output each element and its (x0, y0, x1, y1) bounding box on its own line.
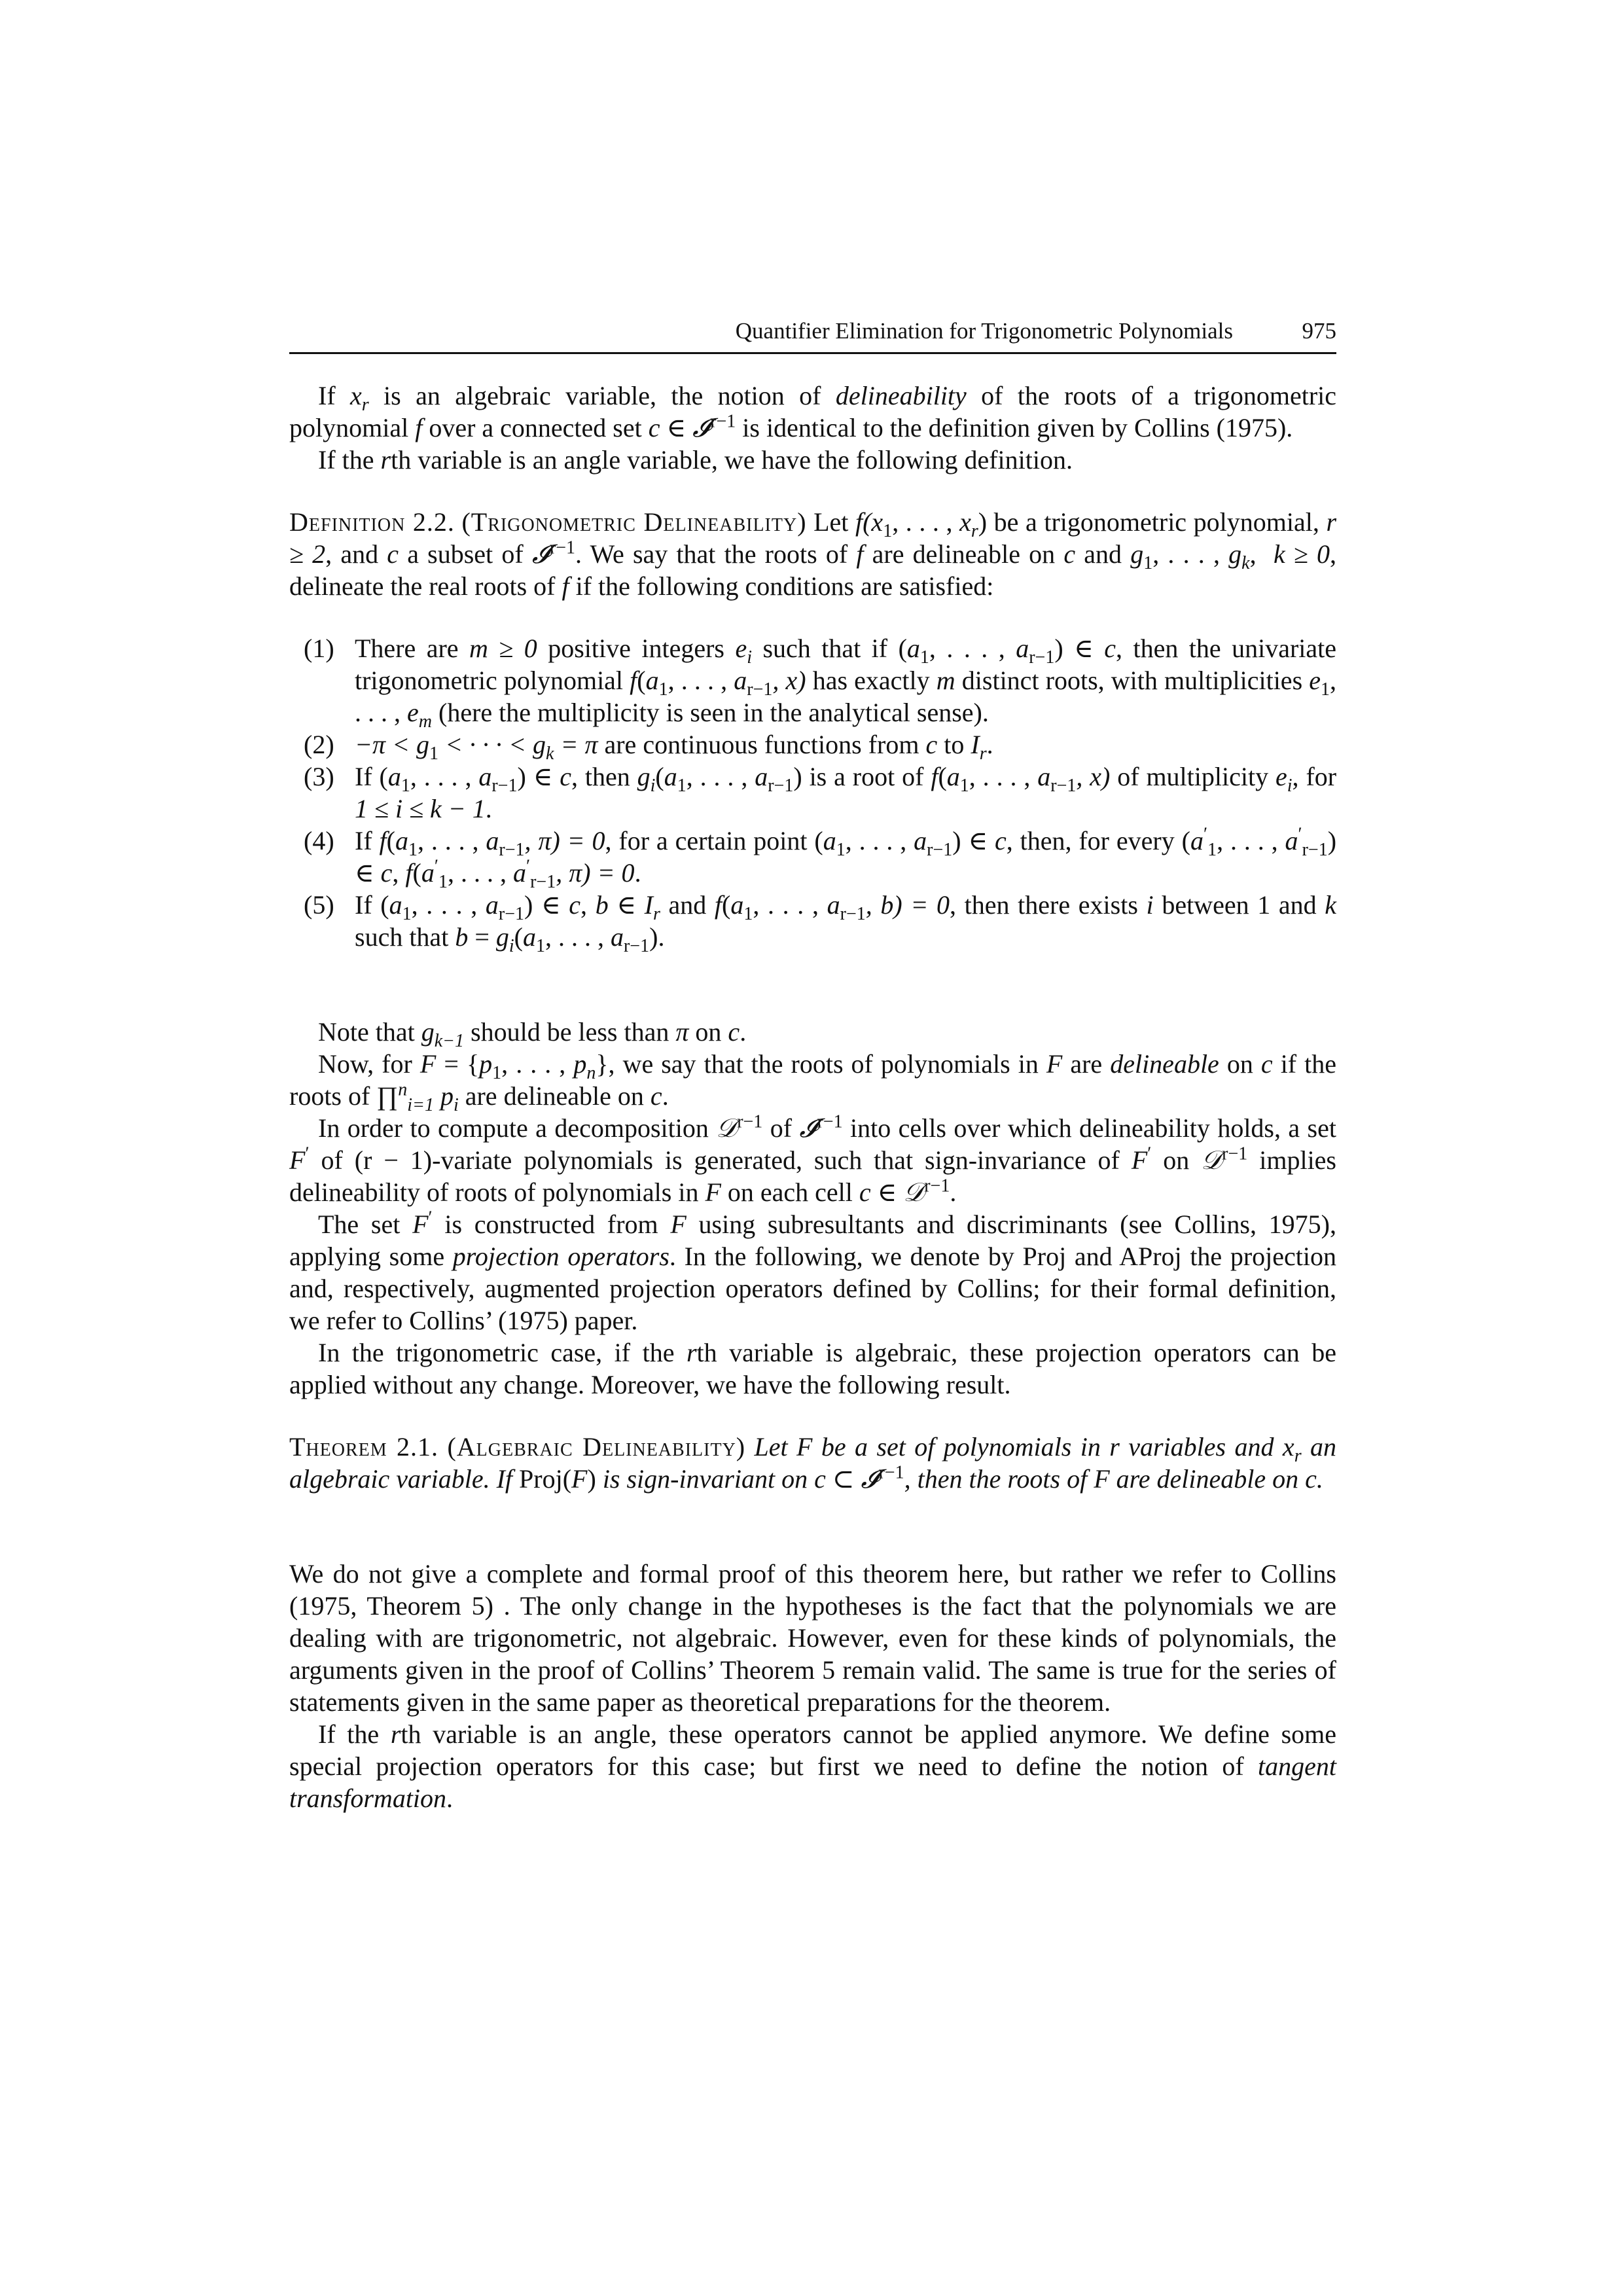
running-title: Quantifier Elimination for Trigonometric Polynomials (735, 318, 1233, 344)
paragraph-note: Note that $g_{k-1}$ should be less than π on c. (318, 1017, 747, 1051)
theorem-2-1: Theorem 2.1. (Algebraic Delineability) Let F be a set of polynomials in r variables and $x_r$ an algebraic variable. If Proj(F) is sign-invariant on c ⊂ 𝓘$^{r-1}$, then the roots of F are delineable on c. (289, 1432, 1336, 1494)
paragraph-delineability-intro: If $x_r$ is an algebraic variable, the notion of delineability of the roots of a trigonometric polynomial f over a connected set c ∈ 𝓘$^{r-1}$ is identical to the definition given by Collins (1975). (289, 381, 1337, 442)
condition-item: (3) If ($a_1$, . . . , $a_{r-1}$) ∈ c, then $g_i(a_1$, . . . , $a_{r-1}$) is a root of $f(a_1$, . . . , $a_{r-1}$, x) of multiplicity $e_i$, for 1 ≤ i ≤ k − 1. (304, 762, 1337, 823)
condition-item: (4) If $f(a_1$, . . . , $a_{r-1}$, π) = 0, for a certain point ($a_1$, . . . , $a_{r-1}$) ∈ c, then, for every ($a'_1$, . . . , $a'_{r-1}$) ∈ c, $f(a'_1$, . . . , $a'_{r-1}$, π) = 0. (304, 824, 1337, 892)
paragraph-projection-operators: The set F′ is constructed from F using subresultants and discriminants (see Collins, 1975), applying some projection operators. In the following, we denote by Proj and AProj the projection and, respectively, augmented projection operators defined by Collins; for their formal definition, we refer to Collins’ (1975) paper. (289, 1208, 1337, 1335)
theorem-name: (Algebraic Delineability) (447, 1432, 746, 1462)
body-text (289, 380, 1336, 1814)
condition-item: (1) There are m ≥ 0 positive integers $e_i$ such that if ($a_1$, . . . , $a_{r-1}$) ∈ c, then the univariate trigonometric polynomial $f(a_1$, . . . , $a_{r-1}$, x) has exactly m distinct roots, with multiplicities $e_1$, . . . , $e_m$ (here the multiplicity is seen in the analytical sense). (304, 634, 1337, 732)
page-number: 975 (1302, 318, 1336, 344)
paragraph-decomposition: In order to compute a decomposition 𝒟$^{r-1}$ of 𝓘$^{r-1}$ into cells over which delineability holds, a set F′ of (r − 1)-variate polynomials is generated, such that sign-invariance of F′ on 𝒟$^{r-1}$ implies delineability of roots of polynomials in F on each cell c ∈ 𝒟$^{r-1}$. (289, 1111, 1337, 1207)
theorem-label: Theorem 2.1. (289, 1432, 439, 1462)
condition-item: (5) If ($a_1$, . . . , $a_{r-1}$) ∈ c, b ∈ $I_r$ and $f(a_1$, . . . , $a_{r-1}$, b) = 0, then there exists i between 1 and k such that $b = g_i(a_1$, . . . , $a_{r-1}$). (304, 890, 1337, 956)
definition-2-2: Definition 2.2. (Trigonometric Delineability) Let $f(x_1$, . . . , $x_r$) be a trigonometric polynomial, r ≥ 2, and c a subset of 𝓘$^{r-1}$. We say that the roots of f are delineable on c and $g_1$, . . . , $g_k$, k ≥ 0, delineate the real roots of f if the following conditions are satisfied: (289, 507, 1337, 601)
paragraph-polynomial-set: Now, for $F = \{p_1$, . . . , $p_n$}, we say that the roots of polynomials in F are delineable on c if the roots of ∏$^n_{i=1}$ $p_i$ are delineable on c. (289, 1049, 1337, 1115)
definition-conditions (289, 632, 1337, 956)
definition-name: (Trigonometric Delineability) (461, 507, 807, 537)
paragraph-proof-remark: We do not give a complete and formal proof of this theorem here, but rather we refer to Collins (1975, Theorem 5) . The only change in the hypotheses is the fact that the polynomials we are dealing with are trigonometric, not algebraic. However, even for these kinds of polynomials, the arguments given in the proof of Collins’ Theorem 5 remain valid. The same is true for the series of statements given in the same paper as theoretical preparations for the theorem. (289, 1559, 1336, 1717)
running-header (289, 318, 1336, 354)
condition-item: (2) $-\pi < g_1$ < · · · < $g_k = \pi$ are continuous functions from c to $I_r$. (304, 730, 993, 764)
paragraph-trigonometric-case: In the trigonometric case, if the rth variable is algebraic, these projection operators can be applied without any change. Moreover, we have the following result. (289, 1338, 1336, 1399)
paragraph-angle-variable: If the rth variable is an angle variable, we have the following definition. (318, 445, 1073, 475)
paragraph-angle-case: If the rth variable is an angle, these operators cannot be applied anymore. We define some special projection operators for this case; but first we need to define the notion of tangent transformation. (289, 1719, 1337, 1813)
definition-label: Definition 2.2. (289, 507, 455, 537)
